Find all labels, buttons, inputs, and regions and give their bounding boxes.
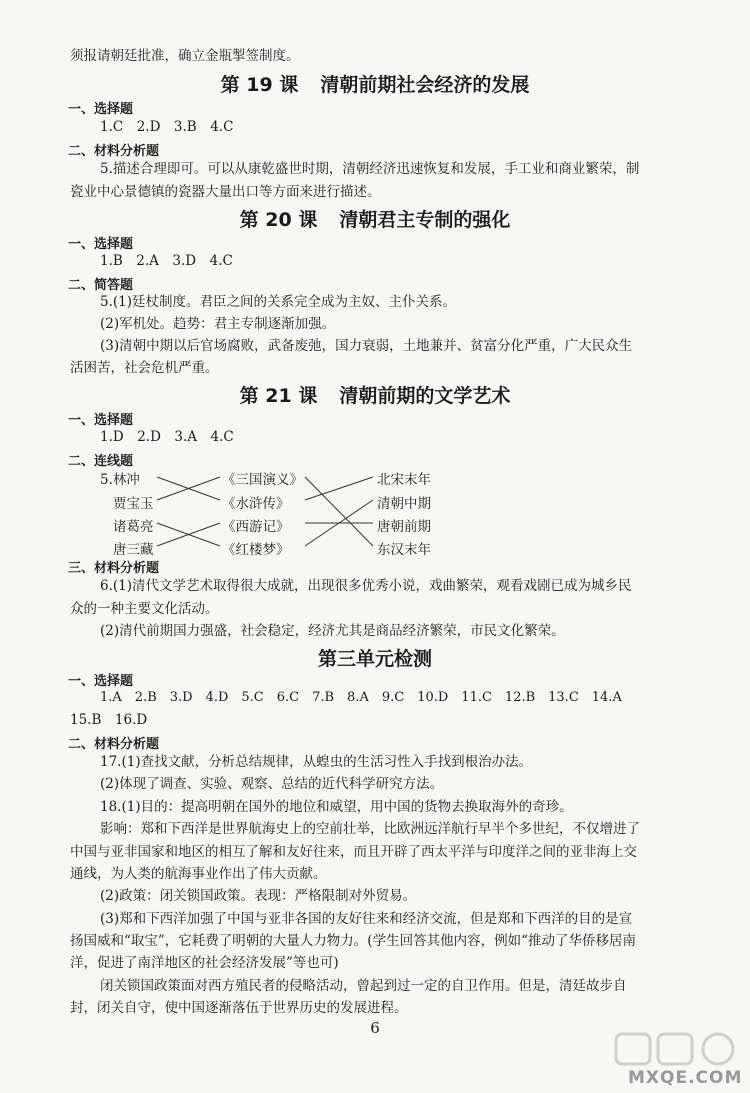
lesson-21-name: 清朝前期的文学艺术 bbox=[339, 385, 511, 407]
page-number: 6 bbox=[370, 1019, 380, 1037]
answer-line: 1.D 2.D 3.A 4.C bbox=[100, 429, 234, 445]
answer-line: 扬国威和“取宝”，它耗费了明朝的大量人力物力。(学生回答其他内容，例如“推动了华侨移居南 bbox=[70, 933, 636, 949]
answer-line: 中国与亚非国家和地区的相互了解和友好往来，而且开辟了西太平洋与印度洋之间的亚非海上交 bbox=[70, 844, 637, 860]
section-heading: 三、材料分析题 bbox=[68, 561, 160, 576]
section-heading: 一、选择题 bbox=[68, 413, 134, 428]
answer-line: 1.C 2.D 3.B 4.C bbox=[100, 119, 234, 135]
section-heading: 二、材料分析题 bbox=[68, 737, 160, 752]
answer-line: 众的一种主要文化活动。 bbox=[70, 601, 219, 617]
match-book: 《西游记》 bbox=[222, 519, 290, 535]
match-era: 清朝中期 bbox=[377, 496, 431, 512]
answer-line: 1.A 2.B 3.D 4.D 5.C 6.C 7.B 8.A 9.C 10.D 11.C 12.B 13.C 14.A bbox=[100, 690, 622, 705]
answer-line: 18.(1)目的：提高明朝在国外的地位和威望，用中国的货物去换取海外的奇珍。 bbox=[100, 799, 573, 815]
section-heading: 一、选择题 bbox=[68, 102, 134, 117]
section-heading: 二、材料分析题 bbox=[68, 144, 160, 159]
match-person: 5.林冲 bbox=[100, 472, 140, 488]
answer-line: 瓷业中心景德镇的瓷器大量出口等方面来进行描述。 bbox=[70, 184, 381, 200]
match-era: 唐朝前期 bbox=[377, 519, 431, 535]
match-era: 北宋末年 bbox=[377, 472, 431, 488]
unit-test-title: 第三单元检测 bbox=[317, 648, 432, 670]
answer-line: (2)清代前期国力强盛，社会稳定，经济尤其是商品经济繁荣，市民文化繁荣。 bbox=[100, 623, 565, 639]
section-heading: 一、选择题 bbox=[68, 674, 134, 689]
answer-line: 活困苦，社会危机严重。 bbox=[70, 360, 219, 376]
match-line bbox=[305, 477, 373, 500]
answer-line: (2)政策：闭关锁国政策。表现：严格限制对外贸易。 bbox=[100, 888, 417, 904]
lesson-20-name: 清朝君主专制的强化 bbox=[339, 209, 511, 231]
answer-line: (3)郑和下西洋加强了中国与亚非各国的友好往来和经济交流，但是郑和下西洋的目的是宣 bbox=[100, 911, 633, 927]
answer-line: 通线，为人类的航海事业作出了伟大贡献。 bbox=[70, 866, 327, 882]
section-heading: 二、简答题 bbox=[68, 278, 134, 293]
answer-line: 封，闭关自守，使中国逐渐落伍于世界历史的发展进程。 bbox=[70, 1000, 408, 1016]
answer-line: 影响：郑和下西洋是世界航海史上的空前壮举，比欧洲远洋航行早半个多世纪，不仅增进了 bbox=[100, 821, 640, 837]
answer-line: 17.(1)查找文献，分析总结规律，从蝗虫的生活习性入手找到根治办法。 bbox=[100, 754, 533, 770]
continued-line: 须报请朝廷批准，确立金瓶掣签制度。 bbox=[70, 48, 300, 64]
lesson-21-number: 第 21 课 bbox=[239, 385, 318, 407]
match-person: 贾宝玉 bbox=[113, 496, 154, 512]
answer-line: (3)清朝中期以后官场腐败，武备废弛，国力衰弱，土地兼并、贫富分化严重，广大民众生 bbox=[100, 338, 633, 354]
answer-line: 闭关锁国政策面对西方殖民者的侵略活动，曾起到过一定的自卫作用。但是，清廷故步自 bbox=[100, 978, 627, 994]
lesson-19-name: 清朝前期社会经济的发展 bbox=[320, 74, 530, 96]
answer-line: (2)军机处。趋势：君主专制逐渐加强。 bbox=[100, 316, 336, 332]
answer-line: 5.描述合理即可。可以从康乾盛世时期，清朝经济迅速恢复和发展，手工业和商业繁荣，制 bbox=[100, 161, 640, 177]
answer-line: 1.B 2.A 3.D 4.C bbox=[100, 253, 233, 269]
section-heading: 一、选择题 bbox=[68, 237, 134, 252]
answer-line: 5.(1)廷杖制度。君臣之间的关系完全成为主奴、主仆关系。 bbox=[100, 294, 457, 310]
lesson-20-number: 第 20 课 bbox=[239, 209, 318, 231]
answer-line: (2)体现了调查、实验、观察、总结的近代科学研究方法。 bbox=[100, 776, 444, 792]
answer-line: 6.(1)清代文学艺术取得很大成就，出现很多优秀小说，戏曲繁荣，观看戏剧已成为城乡民 bbox=[100, 578, 632, 594]
section-heading: 二、连线题 bbox=[68, 454, 134, 469]
match-book: 《三国演义》 bbox=[222, 472, 303, 488]
answer-line: 洋，促进了南洋地区的社会经济发展”等也可) bbox=[70, 955, 339, 971]
lesson-19-number: 第 19 课 bbox=[220, 74, 299, 96]
match-person: 诸葛亮 bbox=[113, 519, 154, 535]
watermark-text: MXQE.COM bbox=[628, 1068, 743, 1088]
answer-line: 15.B 16.D bbox=[70, 712, 148, 728]
match-book: 《水浒传》 bbox=[222, 496, 290, 512]
match-person: 唐三藏 bbox=[113, 542, 154, 558]
match-era: 东汉末年 bbox=[377, 542, 431, 558]
match-line bbox=[305, 477, 373, 546]
match-book: 《红楼梦》 bbox=[222, 542, 290, 558]
